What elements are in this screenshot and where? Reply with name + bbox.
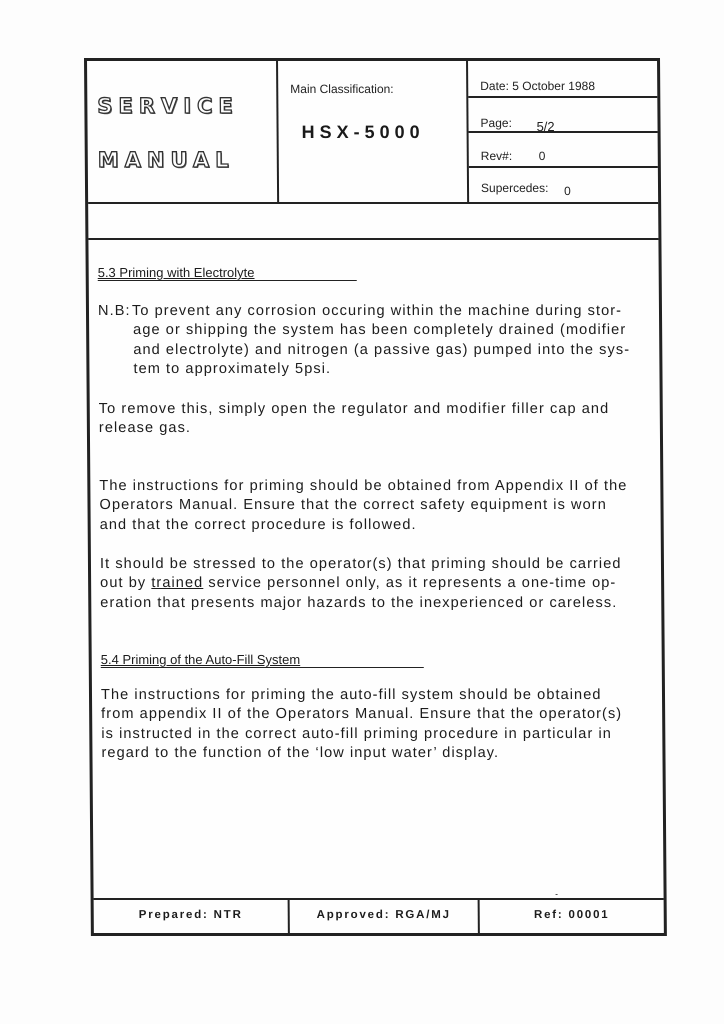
- text-line: tem to approximately 5psi.: [133, 360, 332, 377]
- section-heading-text: 5.4 Priming of the Auto-Fill System: [100, 652, 301, 667]
- revision-value: 0: [538, 149, 546, 163]
- text-line: release gas.: [98, 420, 192, 437]
- section-heading-5-4: [101, 652, 424, 668]
- page-value: 5/2: [536, 119, 555, 134]
- blank-header-band: [88, 202, 658, 240]
- text-line: To prevent any corrosion occuring within the machine during stor-: [131, 303, 623, 319]
- manual-title-line1: SERVICE: [97, 94, 239, 118]
- note-label: N.B:: [97, 303, 131, 319]
- manual-title-cell: [87, 61, 279, 202]
- date-row: [468, 61, 657, 98]
- document-meta-cell: [468, 61, 658, 202]
- section-heading-5-3: [98, 265, 357, 281]
- remove-gas-paragraph: [99, 400, 651, 439]
- signoff-footer: [94, 898, 664, 935]
- text-line: The instructions for priming the auto-fill system should be obtained: [100, 687, 602, 703]
- autofill-paragraph: [101, 686, 654, 763]
- training-warning-paragraph: [100, 555, 652, 613]
- text-line: The instructions for priming should be obtained from Appendix II of the: [99, 478, 628, 494]
- text-line: To remove this, simply open the regulator and modifier filler cap and: [98, 401, 610, 417]
- text-line: and electrolyte) and nitrogen (a passive gas) pumped into the sys-: [133, 341, 631, 358]
- page-row: [468, 98, 657, 133]
- emphasis-trained: trained: [151, 575, 204, 592]
- instructions-paragraph: [99, 477, 651, 535]
- text-line: Operators Manual. Ensure that the correct safety equipment is worn: [99, 497, 607, 514]
- manual-title-line2: MANUAL: [97, 148, 235, 172]
- text-fragment: out by: [100, 575, 152, 592]
- text-line: age or shipping the system has been completely drained (modifier: [133, 322, 627, 339]
- reference-number: Ref: 00001: [533, 909, 610, 921]
- prepared-by: Prepared: NTR: [94, 900, 290, 935]
- classification-value: HSX-5000: [301, 122, 425, 142]
- scan-speck: [556, 894, 558, 895]
- text-line: from appendix II of the Operators Manual. Ensure that the operator(s): [101, 706, 623, 723]
- title-block: [87, 61, 658, 204]
- text-line: [100, 574, 652, 593]
- page-frame: [84, 58, 667, 936]
- text-line: It should be stressed to the operator(s) that priming should be carried: [99, 556, 622, 572]
- text-line: regard to the function of the ‘low input water’ display.: [101, 744, 500, 761]
- revision-row: [469, 133, 658, 168]
- supercedes-value: 0: [563, 184, 571, 198]
- text-line: and that the correct procedure is followed.: [99, 516, 417, 533]
- supercedes-label: Supercedes:: [480, 181, 549, 195]
- approved-by: Approved: RGA/MJ: [290, 900, 480, 935]
- section-heading-text: 5.3 Priming with Electrolyte: [97, 265, 255, 280]
- date-label: Date: 5 October 1988: [480, 79, 596, 93]
- revision-label: Rev#:: [480, 149, 513, 163]
- classification-label: Main Classification:: [290, 82, 394, 96]
- note-text: [133, 302, 654, 379]
- text-line: is instructed in the correct auto-fill priming procedure in particular in: [101, 725, 612, 742]
- text-fragment: service personnel only, as it represents a one-time op-: [203, 575, 617, 592]
- classification-cell: [278, 61, 469, 202]
- page-label: Page:: [480, 116, 512, 130]
- text-line: eration that presents major hazards to the inexperienced or careless.: [100, 594, 618, 611]
- supercedes-row: [469, 168, 658, 202]
